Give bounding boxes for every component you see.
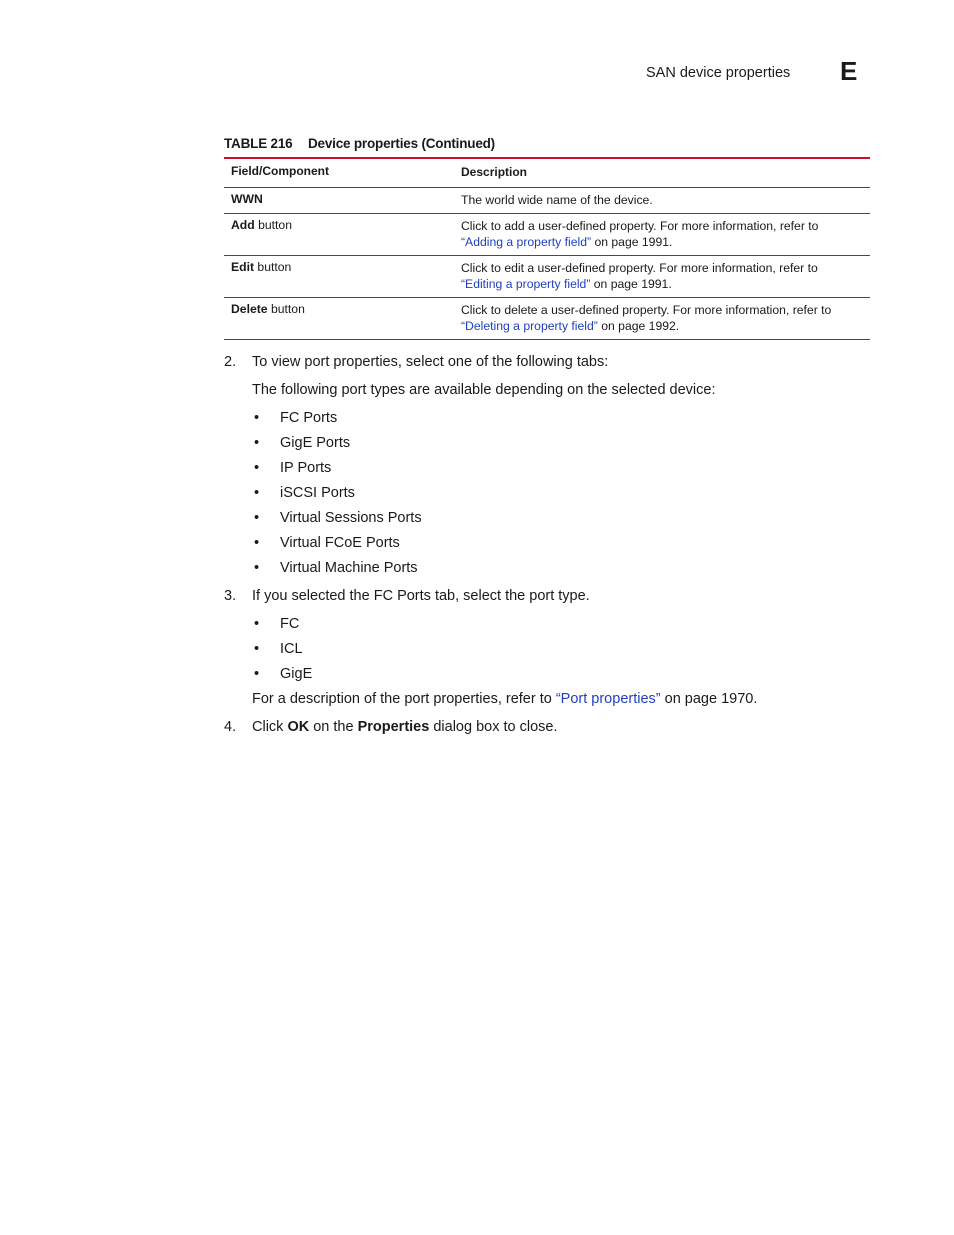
bullet-icon: • [254,560,260,576]
bullet-icon: • [254,485,260,501]
list-item-text: ICL [280,641,303,657]
list-item [254,666,312,682]
field-suffix: button [254,260,292,274]
step-4 [224,719,557,735]
list-item-text: IP Ports [280,460,332,476]
list-item-text: iSCSI Ports [280,485,355,501]
field-cell [224,214,454,255]
list-item-text: Virtual Sessions Ports [280,510,422,526]
bullet-icon: • [254,666,260,682]
field-cell [224,188,454,213]
step-text: Click [252,719,288,735]
table-title: Device properties (Continued) [308,136,495,151]
list-item-text: FC [280,616,300,632]
step-text: dialog box to close. [429,719,558,735]
bullet-icon: • [254,535,260,551]
step-2 [224,354,608,370]
step-number: 2. [224,354,237,370]
list-item [254,510,422,526]
description-cell [454,298,870,339]
adding-property-field-link[interactable]: “Adding a property field” [461,235,592,249]
step-text: on the [309,719,358,735]
bullet-icon: • [254,616,260,632]
deleting-property-field-link[interactable]: “Deleting a property field” [461,319,598,333]
page-header-title: SAN device properties [646,65,791,81]
description-cell [454,214,870,255]
list-item-text: Virtual Machine Ports [280,560,418,576]
field-cell [224,256,454,297]
field-name: WWN [231,192,263,206]
table-caption [224,136,495,151]
bullet-icon: • [254,460,260,476]
list-item [254,616,299,632]
device-properties-table [224,157,870,340]
field-suffix: button [254,218,292,232]
table-row [224,214,870,256]
list-item [254,560,418,576]
table-number: TABLE 216 [224,136,293,151]
description-text: Click to add a user-defined property. For more information, refer to [461,219,819,233]
page-ref: on page 1992. [597,319,680,333]
bullet-icon: • [254,641,260,657]
bullet-icon: • [254,510,260,526]
list-item-text: FC Ports [280,410,338,426]
list-item [254,485,355,501]
field-suffix: button [267,302,305,316]
column-header-description: Description [461,165,528,179]
list-item [254,460,331,476]
field-name: Add [231,218,255,232]
step-text: To view port properties, select one of the following tabs: [252,354,609,370]
page-header-letter: E [840,56,858,86]
bullet-icon: • [254,435,260,451]
table-row [224,298,870,340]
step-number: 3. [224,588,237,604]
page-ref: on page 1991. [591,235,673,249]
table-header-row [224,159,870,188]
table-row [224,188,870,214]
description-text: Click to edit a user-defined property. For more information, refer to [461,261,818,275]
list-item-text: GigE Ports [280,435,351,451]
page-ref: on page 1991. [590,277,672,291]
list-item [254,535,400,551]
step-3 [224,588,590,604]
list-item [254,435,350,451]
list-item-text: GigE [280,666,313,682]
field-cell [224,298,454,339]
list-item [254,410,337,426]
step-number: 4. [224,719,237,735]
list-item-text: Virtual FCoE Ports [280,535,400,551]
description-cell [454,256,870,297]
step-2-note: The following port types are available depending on the selected device: [252,382,716,398]
step-3-note [252,691,757,707]
properties-label: Properties [357,719,430,735]
editing-property-field-link[interactable]: “Editing a property field” [461,277,591,291]
port-properties-link[interactable]: “Port properties” [555,691,661,707]
description-text: Click to delete a user-defined property. For more information, refer to [461,303,832,317]
field-name: Delete [231,302,268,316]
bullet-icon: • [254,410,260,426]
field-name: Edit [231,260,255,274]
column-header-field: Field/Component [231,164,329,178]
note-text: For a description of the port properties, refer to [252,691,556,707]
table-row [224,256,870,298]
description-cell: The world wide name of the device. [461,193,653,207]
step-text: If you selected the FC Ports tab, select the port type. [252,588,590,604]
ok-label: OK [287,719,310,735]
list-item [254,641,303,657]
page-ref: on page 1970. [660,691,758,707]
